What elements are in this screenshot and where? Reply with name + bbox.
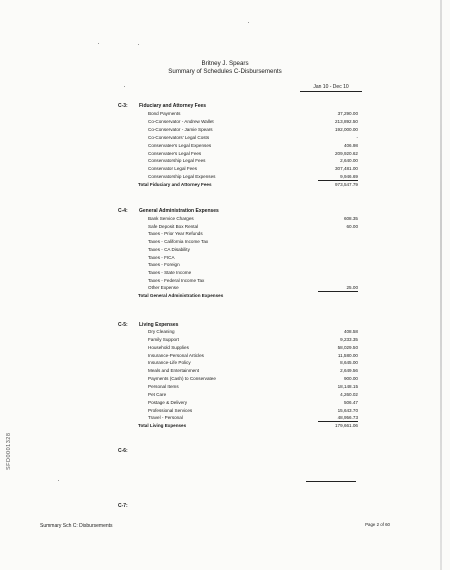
page-number: Page 2 of 60: [365, 522, 390, 527]
section-total: [0, 423, 450, 430]
line-item-amount: 15,643.70: [337, 407, 358, 413]
line-item-label: Taxes - CA Disability: [148, 246, 190, 252]
line-item-label: Other Expense: [148, 285, 179, 291]
section-total-label: Total Living Expenses: [138, 423, 187, 429]
section-total: [0, 182, 450, 189]
line-item: [0, 239, 450, 246]
line-item: [0, 392, 450, 399]
section-total-label: Total General Administration Expenses: [138, 293, 224, 298]
line-item-label: Bond Payments: [148, 111, 181, 116]
line-item-label: Safe Deposit Box Rental: [148, 223, 199, 229]
line-item-label: Co-Conservators' Legal Costs: [148, 134, 210, 140]
line-item: [0, 415, 450, 422]
line-item-label: Taxes - California Income Tax: [148, 239, 209, 245]
line-item-amount: 406.98: [343, 142, 358, 148]
line-item-label: Bank Service Charges: [148, 216, 194, 221]
line-item: [0, 345, 450, 352]
blank-total-rule: [306, 481, 356, 482]
line-item: [0, 231, 450, 238]
line-item-amount: 58,029.50: [337, 344, 358, 350]
line-item: [0, 270, 450, 277]
line-item: [0, 376, 450, 383]
line-item: [0, 247, 450, 254]
line-item: [0, 151, 450, 158]
section-total-amount: 179,661.06: [335, 423, 358, 429]
line-item: [0, 127, 450, 134]
line-item-amount: 4,260.02: [340, 391, 358, 397]
line-item-amount: 9,946.69: [318, 174, 358, 181]
section-heading: Living Expenses: [139, 322, 179, 328]
section-total-amount: 973,547.79: [335, 182, 358, 188]
line-item-amount: 60.00: [346, 223, 358, 229]
line-item-label: Family Support: [148, 336, 179, 342]
line-item-label: Pet Care: [148, 391, 167, 397]
line-item-label: Co-Conservator - Andrew Wallet: [148, 118, 214, 124]
line-item: [0, 400, 450, 407]
bates-number: SFD0001328: [6, 432, 12, 470]
line-item: [0, 285, 450, 292]
line-item-amount: 18,148.15: [337, 383, 358, 389]
line-item-amount: 25.00: [318, 285, 358, 292]
line-item-label: Household Supplies: [148, 344, 189, 350]
line-item-label: Postage & Delivery: [148, 399, 188, 405]
line-item: [0, 262, 450, 269]
line-item-amount: 608.35: [343, 216, 358, 221]
section-total: [0, 293, 450, 300]
line-item-label: Personal Items: [148, 383, 179, 389]
line-item-label: Conservatee's Legal Fees: [148, 150, 202, 156]
doc-name: Britney J. Spears: [201, 60, 249, 67]
line-item: [0, 174, 450, 181]
line-item-amount: 37,290.00: [337, 111, 358, 116]
line-item-label: Travel - Personal: [148, 415, 183, 421]
line-item-amount: 307,481.00: [335, 166, 358, 172]
line-item-label: Meals and Entertainment: [148, 368, 200, 374]
line-item-label: Conservatorship Legal Fees: [148, 158, 206, 164]
line-item-amount: 900.00: [343, 376, 358, 382]
line-item-label: Taxes - Foreign: [148, 262, 180, 268]
scan-speck: [124, 86, 125, 87]
line-item: [0, 329, 450, 336]
line-item-label: Conservatorship Legal Expenses: [148, 174, 216, 180]
line-item-amount: 506.47: [343, 399, 358, 405]
line-item-label: Dry Cleaning: [148, 329, 175, 334]
line-item: [0, 143, 450, 150]
line-item-label: Conservator Legal Fees: [148, 166, 198, 172]
line-item-label: Payments (Cash) to Conservatee: [148, 376, 216, 382]
line-item-label: Insurance-Life Policy: [148, 360, 191, 366]
line-item: [0, 135, 450, 142]
line-item: [0, 158, 450, 165]
line-item: [0, 278, 450, 285]
line-item: [0, 368, 450, 375]
section-code: C-3:: [118, 103, 128, 109]
line-item: [0, 408, 450, 415]
section-heading: Fiduciary and Attorney Fees: [139, 103, 207, 109]
line-item-label: Professional Services: [148, 407, 193, 413]
line-item-amount: -: [356, 134, 358, 140]
line-item-label: Taxes - State Income: [148, 269, 192, 275]
line-item: [0, 360, 450, 367]
column-header: Jan 10 - Dec 10: [300, 84, 362, 92]
line-item: [0, 216, 450, 223]
line-item: [0, 119, 450, 126]
line-item-amount: 11,580.00: [337, 352, 358, 358]
scan-speck: [98, 43, 99, 44]
line-item: [0, 166, 450, 173]
section-code: C-5:: [118, 322, 128, 328]
scan-speck: [58, 480, 59, 481]
line-item-amount: 408.58: [343, 329, 358, 334]
line-item: [0, 111, 450, 118]
line-item-amount: 2,640.00: [340, 158, 358, 164]
line-item: [0, 337, 450, 344]
line-item-label: Conservatee's Legal Expenses: [148, 142, 212, 148]
line-item: [0, 353, 450, 360]
section-heading: General Administration Expenses: [139, 208, 219, 214]
line-item-amount: 8,645.00: [340, 360, 358, 366]
section-code: C-4:: [118, 208, 128, 214]
line-item-label: Taxes - Prior Year Refunds: [148, 231, 203, 237]
line-item-label: Insurance-Personal Articles: [148, 352, 204, 358]
line-item: [0, 224, 450, 231]
line-item-label: Taxes - Federal Income Tax: [148, 277, 205, 283]
section-total-label: Total Fiduciary and Attorney Fees: [138, 182, 212, 188]
section-code: C-6:: [118, 448, 128, 454]
line-item-amount: 209,920.62: [335, 150, 358, 156]
line-item: [0, 255, 450, 262]
doc-title: Summary of Schedules C-Disbursements: [168, 68, 282, 75]
line-item-amount: 213,892.50: [335, 118, 358, 124]
line-item-amount: 9,233.35: [340, 336, 358, 342]
line-item-amount: 48,956.73: [318, 415, 358, 422]
scan-speck: [248, 22, 249, 23]
section-code: C-7:: [118, 503, 128, 509]
line-item-label: Taxes - FICA: [148, 254, 175, 260]
line-item: [0, 384, 450, 391]
footer-title: Summary Sch C: Disbursements: [40, 523, 113, 529]
line-item-label: Co-Conservator - Jamie Spears: [148, 126, 213, 132]
scan-speck: [138, 44, 139, 45]
line-item-amount: 192,000.00: [335, 126, 358, 132]
line-item-amount: 2,649.56: [340, 368, 358, 374]
